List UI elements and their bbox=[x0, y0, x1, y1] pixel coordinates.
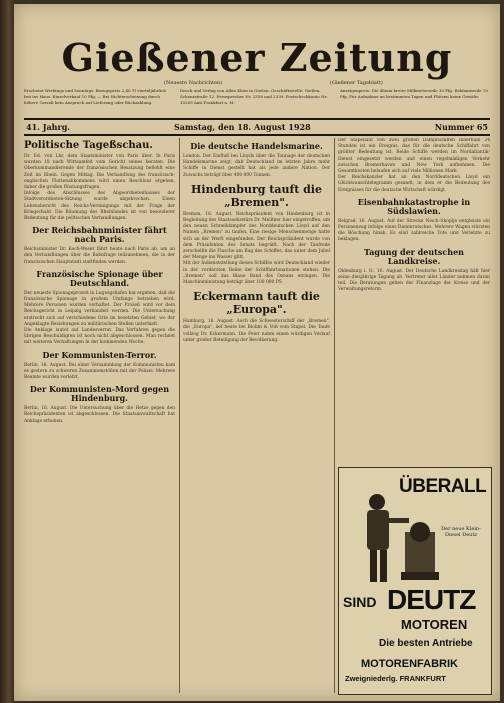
deutz-advertisement bbox=[338, 467, 492, 695]
year-label: 41. Jahrg. bbox=[26, 122, 71, 132]
headline-communist-hindenburg: Der Kommunisten-Mord gegen Hindenburg. bbox=[29, 384, 170, 404]
ad-small-text: Der neue Klein-Diesel Deutz bbox=[441, 526, 481, 538]
ad-brand: DEUTZ bbox=[387, 584, 476, 615]
column-rule-1 bbox=[179, 138, 180, 693]
ad-company: MOTORENFABRIK bbox=[361, 658, 458, 670]
headline-district-conference: Tagung der deutschen Landkreise. bbox=[364, 246, 464, 266]
headline-europa-christening: Eckermann tauft die „Europa". bbox=[193, 290, 320, 317]
headline-political: Politische Tageßschau. bbox=[24, 140, 153, 151]
headline-minister-paris: Der Reichsbahnminister fährt nach Paris. bbox=[32, 225, 167, 245]
article-text: Bremen, 16. August. Reichspräsident von Hindenburg ist in Begleitung des Staatssekretärs Dr. Meißner hier eingetroffen, um den neuen Schnelldampfer des Norddeutschen Lloyd auf den Namen „Bremen" zu taufen. Eine riesige Menschenmenge hatte sich an der Werft eingefunden. Der Reichspräsident wurde von dem Präsidenten des Senats begrüßt. Nach der Taufrede zerschellte die Flasche am Bug des Schiffes, das unter dem Jubel der Menge ins Wasser glitt. bbox=[183, 211, 330, 261]
article-text: Der Stapellauf von zwei großen Dampfschiffen innerhalb 24 Stunden ist ein Ereignis, das für die deutsche Schiffahrt von größter Bedeutung ist. Beide Schiffe werden im Nordatlantik-Dienst eingesetzt werden und einen regelmäßigen Verkehr zwischen Bremerhaven und New York aufnehmen. Die Gesamtkosten belaufen sich auf viele Millionen Mark. bbox=[338, 138, 490, 175]
headline-espionage: Französische Spionage über Deutschland. bbox=[36, 268, 163, 288]
article-text: Mit der Indienststellung dieses Schiffes wird Deutschland wieder in der vordersten Reihe der Schiffahrtsnationen stehen. Die „Bremen" soll das Blaue Band des Ozeans erringen. Die Maschinenleistung beträgt über 100 000 PS. bbox=[183, 261, 330, 286]
ad-branch: Zweigniederlg. FRANKFURT bbox=[345, 674, 446, 683]
column-rule-2 bbox=[334, 138, 335, 693]
ad-motoren: MOTOREN bbox=[401, 617, 468, 632]
headline-communist-terror: Der Kommunisten-Terror. bbox=[42, 349, 157, 360]
article-text: London. Der Einfluß bei Lloyds über die Tonnage der deutschen Handelsmarine zeigt, daß Deutschland im letzten Jahre mehr Schiffe in Dienst gestellt hat als jede andere Nation. Der Zuwachs beträgt über 400 000 Tonnen. bbox=[183, 154, 330, 178]
article-text: Berlin, 16. August. Bei einer Versammlung der Kommunisten kam es gestern zu schweren Zusammenstößen mit der Polizei. Mehrere Beamte wurden verletzt. bbox=[24, 362, 175, 381]
article-text: Infolge des Abschlusses des Abgeordnetenhauses der Stadtverordneten-Sitzung wurde abgebrochen. Einen Lebensbericht des Reichs-Vereinigungs mit der Frage der Kriegschuld. Die Räumung des Rheinlandes ist von besonderer Bedeutung für die politischen Verhandlungen. bbox=[24, 191, 175, 222]
dateline bbox=[24, 121, 490, 133]
article-text: Oldenburg i. O., 16. August. Der Deutsche Landkreistag hält hier seine diesjährige Tagung ab. Vertreter aller Länder nehmen daran teil. Die Beratungen gelten der Finanzlage der Kreise und der Verwaltungsreform. bbox=[338, 268, 490, 293]
masthead-subtitle-right: (Gießener Tageblatt) bbox=[330, 80, 383, 86]
ad-tagline: Die besten Antriebe bbox=[379, 638, 473, 649]
masthead-title: Gießener Zeitung bbox=[61, 35, 453, 80]
article-text: Die Anklage lautet auf Landesverrat. Das Verfahren gegen die übrigen Beschuldigten ist noch nicht abgeschlossen. Man rechnet mit weiteren Verhaftungen in der kommenden Woche. bbox=[24, 328, 175, 346]
article-text: Reichsminister Dr. Koch-Weser fährt heute nach Paris ab, um an den Verhandlungen über die Bahnfrage teilzunehmen, die in der französischen Hauptstadt stattfinden werden. bbox=[24, 247, 175, 265]
article-text: Dr. Ed. von Lhr, dem Staatsminister von Paris über. In Paris wurden 18 nach Wirtsamfeit vom Gericht seines beraten. Die Oberkommandierende der französischen Besatzung befiehlt eine Zeit im Rhein. Gegen Mittag. Die Verhandlung des französisch-englischen Flottenabkommens wird einen Beschluss ergeben, daher die großen Rüstungsfragen. bbox=[24, 154, 175, 191]
ad-sind: SIND bbox=[343, 594, 377, 610]
header-rule-top bbox=[24, 118, 490, 120]
header-rule-bottom bbox=[24, 134, 490, 136]
column-3 bbox=[338, 138, 490, 457]
masthead-subtitle-left: (Neueste Nachrichten) bbox=[164, 80, 223, 86]
article-text: Hamburg, 16. August. Auch die Schwesterschiff der „Bremen", die „Europa", lief heute bei Blohm & Voß vom Stapel. Die Taufe vollzog Dr. Eckermann. Die Feier nahm einen würdigen Verlauf unter großer Beteiligung der Bevölkerung. bbox=[183, 319, 330, 343]
info-left: Erscheint Werktags und Sonntags. Bezugspreis 2,40 ℳ vierteljährlich frei ins Haus. Einzelverkauf 10 Pfg. — Bei Nichterscheinung durch höhere Gewalt kein Anspruch auf Lieferung oder Rückzahlung. bbox=[24, 88, 166, 105]
headline-bremen-christening: Hindenburg tauft die „Bremen". bbox=[191, 182, 322, 209]
newspaper-page bbox=[14, 4, 500, 701]
issue-number: Nummer 65 bbox=[434, 122, 488, 132]
info-right: Anzeigenpreis: Die 46mm breite Millimeterzeile 10 Pfg. Reklamezeile 75 Pfg. Für Aufnahme an bestimmten Tagen und Plätzen keine Gewähr. bbox=[340, 88, 488, 99]
worker-illustration bbox=[343, 488, 439, 588]
book-binding bbox=[0, 0, 14, 703]
article-text: Der Reichskanzler hat an den Norddeutschen Lloyd ein Glückwunschtelegramm gesandt, in dem er die Bedeutung des Ereignisses für die deutsche Wirtschaft würdigt. bbox=[338, 175, 490, 193]
headline-rail-disaster: Eisenbahnkatastrophe in Südslawien. bbox=[357, 196, 471, 216]
date-label: Samstag, den 18. August 1928 bbox=[174, 122, 311, 132]
headline-merchant-marine: Die deutsche Handelsmarine. bbox=[190, 141, 323, 151]
article-text: Berlin, 16. August. Die Untersuchung über die Hetze gegen den Reichspräsidenten ist abgeschlossen. Die Staatsanwaltschaft hat Anklage erhoben. bbox=[24, 406, 175, 424]
article-text: Der neueste Spionageprozeß in Lugwigshafen hat ergeben, daß die französische Spionage in großem Umfange betrieben wird. Mehrere Personen wurden verhaftet. Der Prozeß wird vor dem Reichsgericht in Leipzig verhandelt werden. Die Untersuchung erstreckt sich auf verschiedene Orte im besetzten Gebiet, wo der Angeklagte Beziehungen zu militärischen Stellen unterhielt. bbox=[24, 290, 175, 327]
info-center: Druck und Verlag von Albin Klein in Gießen. Geschäftsstelle: Gießen, Schanzstraße 12. Fernsprecher Nr. 2338 und 2339. Postscheckkonto Nr. 10209 Amt Frankfurt a. M. bbox=[180, 88, 328, 105]
ad-headline: ÜBERALL bbox=[399, 476, 487, 497]
column-2 bbox=[183, 138, 330, 693]
article-text: Belgrad, 16. August. Auf der Strecke Nisch–Skoplje entgleiste ein Personenzug infolge eines Dammrutsches. Mehrere Wagen stürzten die Böschung hinab. Es sind zahlreiche Tote und Verletzte zu beklagen. bbox=[338, 218, 490, 243]
column-1 bbox=[24, 138, 175, 693]
